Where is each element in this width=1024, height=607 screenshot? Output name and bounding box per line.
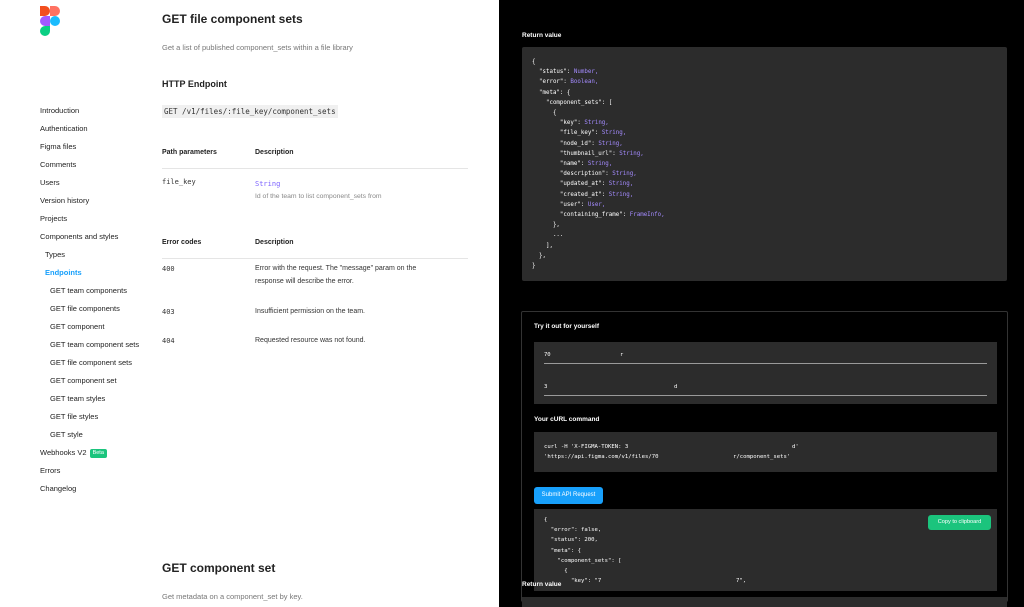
code-line — [532, 190, 997, 200]
code-type: String, — [619, 150, 644, 157]
error-code: 403 — [162, 308, 175, 316]
code-line — [532, 139, 997, 149]
param-desc: Id of the team to list component_sets from — [255, 192, 382, 200]
code-type: Number, — [573, 69, 599, 76]
code-key: "thumbnail_url": — [532, 150, 620, 157]
code-line — [532, 88, 997, 98]
try-it-title: Try it out for yourself — [534, 323, 600, 330]
code-key: "error": — [532, 79, 571, 86]
code-key: ], — [532, 242, 553, 249]
sidebar-item-components-and-styles[interactable] — [40, 228, 150, 246]
return-value-code — [522, 47, 1007, 281]
code-line — [532, 261, 997, 271]
sidebar-item-introduction[interactable] — [40, 102, 150, 120]
error-desc: Requested resource was not found. — [255, 337, 366, 344]
code-line — [532, 169, 997, 179]
curl-line2-end: r/component_sets' — [733, 454, 791, 460]
code-key: "containing_frame": — [532, 212, 630, 219]
file-key-input-value-start: 3 — [544, 384, 548, 390]
path-params-col1: Path parameters — [162, 149, 217, 156]
code-key: "key": — [532, 120, 585, 127]
sidebar-item-label: Version history — [40, 196, 90, 205]
api-console-pane — [499, 0, 1024, 607]
code-key: { — [532, 59, 536, 65]
sidebar-item-get-file-styles[interactable] — [40, 408, 150, 426]
code-key: "node_id": — [532, 140, 599, 147]
sidebar-item-label: Types — [45, 250, 66, 259]
return-value-label-2: Return value — [522, 581, 562, 588]
sidebar-item-figma-files[interactable] — [40, 138, 150, 156]
sidebar-item-errors[interactable] — [40, 462, 150, 480]
code-key: "description": — [532, 171, 613, 178]
endpoint-heading: HTTP Endpoint — [162, 79, 227, 89]
error-codes-col2: Description — [255, 239, 294, 246]
sidebar-item-endpoints[interactable] — [40, 264, 150, 282]
error-desc: Error with the request. The "message" param on the response will describe the error. — [255, 265, 417, 285]
curl-title: Your cURL command — [534, 416, 600, 423]
sidebar-item-get-file-component-sets[interactable] — [40, 354, 150, 372]
code-key: ... — [532, 232, 564, 239]
code-line — [532, 108, 997, 118]
path-params-col2: Description — [255, 149, 294, 156]
code-key: }, — [532, 252, 546, 259]
api-response-box — [534, 509, 997, 591]
file-key-input-value-end: d — [674, 384, 678, 390]
code-type: String, — [587, 161, 613, 168]
token-input-value-start: 70 — [544, 352, 551, 358]
code-key: "updated_at": — [532, 181, 609, 188]
file-key-input[interactable] — [544, 380, 987, 396]
code-key: "status": — [532, 69, 574, 76]
code-line — [532, 200, 997, 210]
sidebar-item-label: Comments — [40, 160, 77, 169]
code-line — [532, 241, 997, 251]
beta-badge: Beta — [90, 449, 107, 458]
curl-line1-end: d' — [792, 444, 799, 450]
sidebar-item-label: Projects — [40, 214, 68, 223]
sidebar-item-label: GET component — [50, 322, 105, 331]
sidebar-item-users[interactable] — [40, 174, 150, 192]
sidebar-item-get-file-components[interactable] — [40, 300, 150, 318]
code-key: "file_key": — [532, 130, 602, 137]
code-key: }, — [532, 222, 560, 229]
submit-api-request-button[interactable]: Submit API Request — [534, 487, 603, 504]
code-key: } — [532, 263, 536, 270]
sidebar-item-authentication[interactable] — [40, 120, 150, 138]
code-type: String, — [608, 191, 634, 198]
code-key: "meta": { — [532, 89, 571, 96]
code-type: String, — [598, 140, 623, 147]
docs-content-pane — [0, 0, 499, 607]
code-line — [532, 128, 997, 138]
sidebar-item-get-team-component-sets[interactable] — [40, 336, 150, 354]
code-key: "user": — [532, 201, 588, 208]
token-input-value-end: r — [620, 352, 624, 358]
code-type: String, — [584, 120, 609, 127]
code-line — [532, 179, 997, 189]
sidebar-item-label: GET component set — [50, 376, 117, 385]
sidebar-item-get-component-set[interactable] — [40, 372, 150, 390]
code-line — [532, 159, 997, 169]
return-value-code-block — [522, 47, 1007, 281]
sidebar-item-get-team-components[interactable] — [40, 282, 150, 300]
sidebar-item-label: GET file component sets — [50, 358, 132, 367]
sidebar-item-label: GET style — [50, 430, 83, 439]
sidebar-item-label: GET team styles — [50, 394, 106, 403]
sidebar-item-label: Webhooks V2 — [40, 448, 87, 457]
sidebar-item-changelog[interactable] — [40, 480, 150, 498]
sidebar-item-label: Components and styles — [40, 232, 119, 241]
copy-to-clipboard-button[interactable]: Copy to clipboard — [928, 515, 991, 530]
param-type: String — [255, 180, 281, 188]
path-params-header — [162, 145, 468, 169]
code-type: String, — [612, 171, 637, 178]
sidebar-item-label: GET file components — [50, 304, 120, 313]
sidebar-nav — [40, 102, 150, 498]
code-key: "created_at": — [532, 191, 609, 198]
figma-logo-icon[interactable] — [40, 6, 60, 36]
sidebar-item-label: Introduction — [40, 106, 80, 115]
sidebar-item-label: GET team components — [50, 286, 127, 295]
error-code: 404 — [162, 337, 175, 345]
code-line — [532, 251, 997, 261]
sidebar-item-label: GET file styles — [50, 412, 99, 421]
code-line — [532, 118, 997, 128]
page-title: GET file component sets — [162, 12, 303, 26]
error-codes-col1: Error codes — [162, 239, 202, 246]
sidebar-item-label: Authentication — [40, 124, 88, 133]
code-line — [532, 77, 997, 87]
sidebar-item-types[interactable] — [40, 246, 150, 264]
error-desc: Insufficient permission on the team. — [255, 308, 365, 315]
curl-line1-start: curl -H 'X-FIGMA-TOKEN: 3 — [544, 444, 629, 450]
page-subtitle: Get a list of published component_sets within a file library — [162, 43, 353, 52]
sidebar-item-label: Figma files — [40, 142, 77, 151]
error-codes-header — [162, 235, 468, 259]
sidebar-item-projects[interactable] — [40, 210, 150, 228]
sidebar-item-label: Endpoints — [45, 268, 82, 277]
curl-line2-start: 'https://api.figma.com/v1/files/70 — [544, 454, 659, 460]
error-code: 400 — [162, 265, 175, 273]
sidebar-item-get-component[interactable] — [40, 318, 150, 336]
code-line — [532, 230, 997, 240]
sidebar-item-label: Changelog — [40, 484, 77, 493]
sidebar-item-get-team-styles[interactable] — [40, 390, 150, 408]
code-line — [532, 149, 997, 159]
code-key: "component_sets": [ — [532, 99, 613, 106]
code-type: String, — [601, 130, 627, 137]
next-section-subtitle: Get metadata on a component_set by key. — [162, 592, 303, 601]
curl-command[interactable] — [534, 432, 997, 472]
sidebar-item-label: Users — [40, 178, 60, 187]
return-value-label: Return value — [522, 32, 562, 39]
next-section-title: GET component set — [162, 561, 276, 575]
api-response-code: { "error": false, "status": 200, "meta": { "component_sets": [ { "key": "7 7", — [544, 517, 747, 585]
code-type: FrameInfo, — [629, 212, 665, 219]
param-name: file_key — [162, 178, 196, 186]
sidebar-item-label: GET team component sets — [50, 340, 140, 349]
endpoint-path: GET /v1/files/:file_key/component_sets — [164, 107, 336, 116]
code-type: String, — [608, 181, 634, 188]
code-line — [532, 57, 997, 67]
code-key: "name": — [532, 161, 588, 168]
sidebar-item-webhooks-v2[interactable] — [40, 444, 150, 462]
try-it-inputs — [534, 342, 997, 404]
sidebar-item-comments[interactable] — [40, 156, 150, 174]
sidebar-item-get-style[interactable] — [40, 426, 150, 444]
code-line — [532, 220, 997, 230]
return-value-code-block-2 — [522, 597, 1007, 607]
try-it-panel — [521, 311, 1008, 602]
code-line — [532, 98, 997, 108]
token-input[interactable] — [544, 348, 987, 364]
code-key: { — [532, 110, 557, 117]
sidebar-item-label: Errors — [40, 466, 61, 475]
code-type: User, — [587, 201, 606, 208]
code-type: Boolean, — [570, 79, 599, 86]
code-line — [532, 210, 997, 220]
code-line — [532, 67, 997, 77]
sidebar-item-version-history[interactable] — [40, 192, 150, 210]
